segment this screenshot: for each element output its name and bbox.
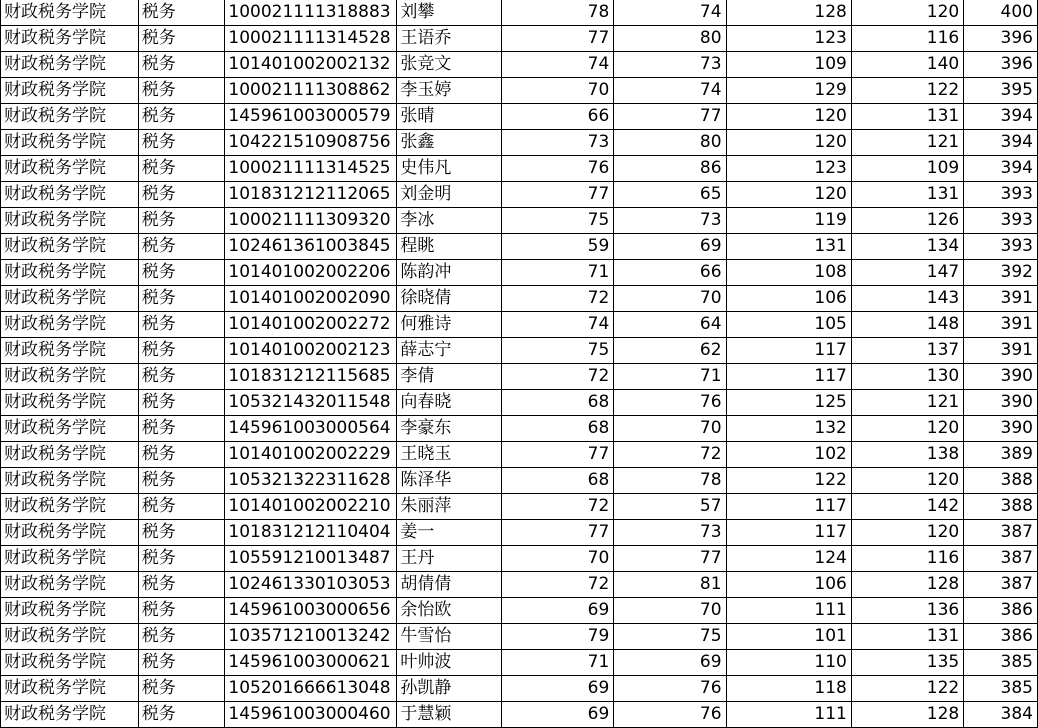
college-cell[interactable]: 财政税务学院 (1, 390, 139, 416)
subject2-score-cell[interactable]: 120 (851, 416, 963, 442)
total-score-cell[interactable]: 391 (964, 286, 1038, 312)
total-score-cell[interactable]: 396 (964, 52, 1038, 78)
major-cell[interactable]: 税务 (138, 598, 225, 624)
college-cell[interactable]: 财政税务学院 (1, 182, 139, 208)
table-row (1, 598, 1038, 624)
foreign-language-score-cell[interactable]: 65 (614, 182, 726, 208)
table-row (1, 26, 1038, 52)
name-cell[interactable]: 孙凯静 (397, 676, 502, 702)
exam-id-cell[interactable]: 145961003000656 (225, 598, 397, 624)
name-cell[interactable]: 薛志宁 (397, 338, 502, 364)
foreign-language-score-cell[interactable]: 72 (614, 442, 726, 468)
subject2-score-cell[interactable]: 130 (851, 364, 963, 390)
foreign-language-score-cell[interactable]: 76 (614, 702, 726, 728)
exam-id-cell[interactable]: 103571210013242 (225, 624, 397, 650)
politics-score-cell[interactable]: 77 (501, 182, 613, 208)
total-score-cell[interactable]: 393 (964, 234, 1038, 260)
major-cell[interactable]: 税务 (138, 572, 225, 598)
subject1-score-cell[interactable]: 131 (726, 234, 851, 260)
subject1-score-cell[interactable]: 117 (726, 520, 851, 546)
politics-score-cell[interactable]: 68 (501, 390, 613, 416)
major-cell[interactable]: 税务 (138, 364, 225, 390)
total-score-cell[interactable]: 390 (964, 390, 1038, 416)
college-cell[interactable]: 财政税务学院 (1, 52, 139, 78)
name-cell[interactable]: 王丹 (397, 546, 502, 572)
subject2-score-cell[interactable]: 116 (851, 546, 963, 572)
name-cell[interactable]: 李玉婷 (397, 78, 502, 104)
foreign-language-score-cell[interactable]: 75 (614, 624, 726, 650)
exam-id-cell[interactable]: 105201666613048 (225, 676, 397, 702)
subject1-score-cell[interactable]: 119 (726, 208, 851, 234)
name-cell[interactable]: 陈韵冲 (397, 260, 502, 286)
subject2-score-cell[interactable]: 134 (851, 234, 963, 260)
major-cell[interactable]: 税务 (138, 234, 225, 260)
foreign-language-score-cell[interactable]: 78 (614, 468, 726, 494)
college-cell[interactable]: 财政税务学院 (1, 650, 139, 676)
name-cell[interactable]: 刘金明 (397, 182, 502, 208)
table-row (1, 390, 1038, 416)
name-cell[interactable]: 姜一 (397, 520, 502, 546)
exam-id-cell[interactable]: 105591210013487 (225, 546, 397, 572)
subject1-score-cell[interactable]: 117 (726, 364, 851, 390)
total-score-cell[interactable]: 395 (964, 78, 1038, 104)
politics-score-cell[interactable]: 72 (501, 286, 613, 312)
total-score-cell[interactable]: 389 (964, 442, 1038, 468)
name-cell[interactable]: 叶帅波 (397, 650, 502, 676)
major-cell[interactable]: 税务 (138, 624, 225, 650)
major-cell[interactable]: 税务 (138, 0, 225, 26)
college-cell[interactable]: 财政税务学院 (1, 624, 139, 650)
college-cell[interactable]: 财政税务学院 (1, 676, 139, 702)
college-cell[interactable]: 财政税务学院 (1, 312, 139, 338)
major-cell[interactable]: 税务 (138, 130, 225, 156)
subject1-score-cell[interactable]: 110 (726, 650, 851, 676)
table-row (1, 416, 1038, 442)
total-score-cell[interactable]: 386 (964, 624, 1038, 650)
total-score-cell[interactable]: 391 (964, 312, 1038, 338)
major-cell[interactable]: 税务 (138, 390, 225, 416)
name-cell[interactable]: 刘攀 (397, 0, 502, 26)
politics-score-cell[interactable]: 68 (501, 416, 613, 442)
name-cell[interactable]: 朱丽萍 (397, 494, 502, 520)
name-cell[interactable]: 李豪东 (397, 416, 502, 442)
total-score-cell[interactable]: 400 (964, 0, 1038, 26)
foreign-language-score-cell[interactable]: 69 (614, 234, 726, 260)
subject1-score-cell[interactable]: 117 (726, 494, 851, 520)
college-cell[interactable]: 财政税务学院 (1, 702, 139, 728)
politics-score-cell[interactable]: 75 (501, 208, 613, 234)
foreign-language-score-cell[interactable]: 86 (614, 156, 726, 182)
subject2-score-cell[interactable]: 131 (851, 624, 963, 650)
college-cell[interactable]: 财政税务学院 (1, 338, 139, 364)
politics-score-cell[interactable]: 68 (501, 468, 613, 494)
foreign-language-score-cell[interactable]: 71 (614, 364, 726, 390)
total-score-cell[interactable]: 392 (964, 260, 1038, 286)
table-row (1, 208, 1038, 234)
foreign-language-score-cell[interactable]: 70 (614, 416, 726, 442)
subject1-score-cell[interactable]: 124 (726, 546, 851, 572)
major-cell[interactable]: 税务 (138, 104, 225, 130)
subject1-score-cell[interactable]: 101 (726, 624, 851, 650)
college-cell[interactable]: 财政税务学院 (1, 234, 139, 260)
foreign-language-score-cell[interactable]: 81 (614, 572, 726, 598)
name-cell[interactable]: 陈泽华 (397, 468, 502, 494)
name-cell[interactable]: 余怡欧 (397, 598, 502, 624)
table-body (1, 0, 1038, 728)
foreign-language-score-cell[interactable]: 73 (614, 520, 726, 546)
name-cell[interactable]: 史伟凡 (397, 156, 502, 182)
exam-id-cell[interactable]: 100021111318883 (225, 0, 397, 26)
major-cell[interactable]: 税务 (138, 650, 225, 676)
table-row (1, 338, 1038, 364)
subject1-score-cell[interactable]: 123 (726, 26, 851, 52)
name-cell[interactable]: 张竞文 (397, 52, 502, 78)
major-cell[interactable]: 税务 (138, 26, 225, 52)
foreign-language-score-cell[interactable]: 77 (614, 104, 726, 130)
college-cell[interactable]: 财政税务学院 (1, 416, 139, 442)
table-row (1, 130, 1038, 156)
politics-score-cell[interactable]: 79 (501, 624, 613, 650)
politics-score-cell[interactable]: 76 (501, 156, 613, 182)
exam-id-cell[interactable]: 101831212110404 (225, 520, 397, 546)
exam-id-cell[interactable]: 101401002002272 (225, 312, 397, 338)
college-cell[interactable]: 财政税务学院 (1, 286, 139, 312)
subject2-score-cell[interactable]: 142 (851, 494, 963, 520)
politics-score-cell[interactable]: 77 (501, 520, 613, 546)
subject1-score-cell[interactable]: 111 (726, 598, 851, 624)
college-cell[interactable]: 财政税务学院 (1, 442, 139, 468)
name-cell[interactable]: 李冰 (397, 208, 502, 234)
table-row (1, 572, 1038, 598)
major-cell[interactable]: 税务 (138, 416, 225, 442)
table-row (1, 156, 1038, 182)
subject1-score-cell[interactable]: 111 (726, 702, 851, 728)
subject2-score-cell[interactable]: 116 (851, 26, 963, 52)
subject1-score-cell[interactable]: 117 (726, 338, 851, 364)
foreign-language-score-cell[interactable]: 57 (614, 494, 726, 520)
politics-score-cell[interactable]: 77 (501, 26, 613, 52)
college-cell[interactable]: 财政税务学院 (1, 494, 139, 520)
politics-score-cell[interactable]: 69 (501, 598, 613, 624)
college-cell[interactable]: 财政税务学院 (1, 130, 139, 156)
name-cell[interactable]: 牛雪怡 (397, 624, 502, 650)
total-score-cell[interactable]: 386 (964, 598, 1038, 624)
table-row (1, 78, 1038, 104)
exam-id-cell[interactable]: 145961003000621 (225, 650, 397, 676)
subject1-score-cell[interactable]: 128 (726, 0, 851, 26)
total-score-cell[interactable]: 393 (964, 208, 1038, 234)
politics-score-cell[interactable]: 72 (501, 364, 613, 390)
major-cell[interactable]: 税务 (138, 182, 225, 208)
table-row (1, 494, 1038, 520)
subject2-score-cell[interactable]: 140 (851, 52, 963, 78)
major-cell[interactable]: 税务 (138, 338, 225, 364)
major-cell[interactable]: 税务 (138, 520, 225, 546)
exam-id-cell[interactable]: 101831212115685 (225, 364, 397, 390)
subject1-score-cell[interactable]: 109 (726, 52, 851, 78)
table-row (1, 702, 1038, 728)
college-cell[interactable]: 财政税务学院 (1, 0, 139, 26)
total-score-cell[interactable]: 393 (964, 182, 1038, 208)
total-score-cell[interactable]: 385 (964, 650, 1038, 676)
politics-score-cell[interactable]: 72 (501, 494, 613, 520)
subject1-score-cell[interactable]: 106 (726, 286, 851, 312)
subject2-score-cell[interactable]: 135 (851, 650, 963, 676)
college-cell[interactable]: 财政税务学院 (1, 26, 139, 52)
subject1-score-cell[interactable]: 120 (726, 104, 851, 130)
table-row (1, 676, 1038, 702)
exam-id-cell[interactable]: 102461330103053 (225, 572, 397, 598)
subject2-score-cell[interactable]: 120 (851, 468, 963, 494)
foreign-language-score-cell[interactable]: 69 (614, 650, 726, 676)
politics-score-cell[interactable]: 75 (501, 338, 613, 364)
exam-id-cell[interactable]: 101401002002123 (225, 338, 397, 364)
major-cell[interactable]: 税务 (138, 702, 225, 728)
total-score-cell[interactable]: 391 (964, 338, 1038, 364)
subject2-score-cell[interactable]: 120 (851, 0, 963, 26)
subject2-score-cell[interactable]: 138 (851, 442, 963, 468)
subject2-score-cell[interactable]: 131 (851, 104, 963, 130)
politics-score-cell[interactable]: 72 (501, 572, 613, 598)
table-row (1, 520, 1038, 546)
exam-id-cell[interactable]: 101401002002229 (225, 442, 397, 468)
college-cell[interactable]: 财政税务学院 (1, 104, 139, 130)
politics-score-cell[interactable]: 77 (501, 442, 613, 468)
major-cell[interactable]: 税务 (138, 286, 225, 312)
subject2-score-cell[interactable]: 121 (851, 390, 963, 416)
subject2-score-cell[interactable]: 122 (851, 78, 963, 104)
foreign-language-score-cell[interactable]: 80 (614, 130, 726, 156)
exam-id-cell[interactable]: 105321322311628 (225, 468, 397, 494)
subject2-score-cell[interactable]: 120 (851, 520, 963, 546)
total-score-cell[interactable]: 388 (964, 468, 1038, 494)
exam-id-cell[interactable]: 101401002002206 (225, 260, 397, 286)
politics-score-cell[interactable]: 71 (501, 260, 613, 286)
exam-id-cell[interactable]: 104221510908756 (225, 130, 397, 156)
total-score-cell[interactable]: 396 (964, 26, 1038, 52)
name-cell[interactable]: 向春晓 (397, 390, 502, 416)
table-row (1, 364, 1038, 390)
foreign-language-score-cell[interactable]: 62 (614, 338, 726, 364)
exam-id-cell[interactable]: 100021111314525 (225, 156, 397, 182)
exam-id-cell[interactable]: 145961003000564 (225, 416, 397, 442)
subject1-score-cell[interactable]: 125 (726, 390, 851, 416)
major-cell[interactable]: 税务 (138, 312, 225, 338)
total-score-cell[interactable]: 394 (964, 156, 1038, 182)
major-cell[interactable]: 税务 (138, 442, 225, 468)
exam-id-cell[interactable]: 105321432011548 (225, 390, 397, 416)
table-row (1, 650, 1038, 676)
college-cell[interactable]: 财政税务学院 (1, 208, 139, 234)
foreign-language-score-cell[interactable]: 74 (614, 0, 726, 26)
foreign-language-score-cell[interactable]: 64 (614, 312, 726, 338)
total-score-cell[interactable]: 385 (964, 676, 1038, 702)
college-cell[interactable]: 财政税务学院 (1, 364, 139, 390)
total-score-cell[interactable]: 384 (964, 702, 1038, 728)
table-row (1, 234, 1038, 260)
subject1-score-cell[interactable]: 118 (726, 676, 851, 702)
table-row (1, 0, 1038, 26)
subject2-score-cell[interactable]: 147 (851, 260, 963, 286)
major-cell[interactable]: 税务 (138, 208, 225, 234)
table-row (1, 442, 1038, 468)
subject2-score-cell[interactable]: 109 (851, 156, 963, 182)
subject2-score-cell[interactable]: 137 (851, 338, 963, 364)
major-cell[interactable]: 税务 (138, 468, 225, 494)
table-row (1, 468, 1038, 494)
subject1-score-cell[interactable]: 108 (726, 260, 851, 286)
exam-id-cell[interactable]: 145961003000579 (225, 104, 397, 130)
foreign-language-score-cell[interactable]: 80 (614, 26, 726, 52)
major-cell[interactable]: 税务 (138, 78, 225, 104)
total-score-cell[interactable]: 387 (964, 572, 1038, 598)
subject2-score-cell[interactable]: 126 (851, 208, 963, 234)
politics-score-cell[interactable]: 69 (501, 676, 613, 702)
exam-id-cell[interactable]: 101401002002090 (225, 286, 397, 312)
subject2-score-cell[interactable]: 143 (851, 286, 963, 312)
total-score-cell[interactable]: 390 (964, 416, 1038, 442)
subject1-score-cell[interactable]: 105 (726, 312, 851, 338)
foreign-language-score-cell[interactable]: 73 (614, 52, 726, 78)
politics-score-cell[interactable]: 74 (501, 52, 613, 78)
subject1-score-cell[interactable]: 106 (726, 572, 851, 598)
name-cell[interactable]: 王晓玉 (397, 442, 502, 468)
subject1-score-cell[interactable]: 129 (726, 78, 851, 104)
exam-id-cell[interactable]: 100021111309320 (225, 208, 397, 234)
politics-score-cell[interactable]: 66 (501, 104, 613, 130)
table-row (1, 260, 1038, 286)
total-score-cell[interactable]: 387 (964, 546, 1038, 572)
name-cell[interactable]: 胡倩倩 (397, 572, 502, 598)
foreign-language-score-cell[interactable]: 70 (614, 598, 726, 624)
foreign-language-score-cell[interactable]: 66 (614, 260, 726, 286)
exam-id-cell[interactable]: 101401002002210 (225, 494, 397, 520)
politics-score-cell[interactable]: 69 (501, 702, 613, 728)
major-cell[interactable]: 税务 (138, 52, 225, 78)
exam-id-cell[interactable]: 100021111308862 (225, 78, 397, 104)
foreign-language-score-cell[interactable]: 74 (614, 78, 726, 104)
major-cell[interactable]: 税务 (138, 676, 225, 702)
subject1-score-cell[interactable]: 120 (726, 130, 851, 156)
name-cell[interactable]: 张鑫 (397, 130, 502, 156)
subject2-score-cell[interactable]: 128 (851, 572, 963, 598)
college-cell[interactable]: 财政税务学院 (1, 468, 139, 494)
exam-id-cell[interactable]: 101401002002132 (225, 52, 397, 78)
foreign-language-score-cell[interactable]: 73 (614, 208, 726, 234)
subject1-score-cell[interactable]: 132 (726, 416, 851, 442)
exam-id-cell[interactable]: 145961003000460 (225, 702, 397, 728)
politics-score-cell[interactable]: 74 (501, 312, 613, 338)
subject2-score-cell[interactable]: 136 (851, 598, 963, 624)
politics-score-cell[interactable]: 78 (501, 0, 613, 26)
table-row (1, 312, 1038, 338)
table-row (1, 546, 1038, 572)
major-cell[interactable]: 税务 (138, 494, 225, 520)
politics-score-cell[interactable]: 71 (501, 650, 613, 676)
politics-score-cell[interactable]: 70 (501, 546, 613, 572)
subject1-score-cell[interactable]: 123 (726, 156, 851, 182)
subject2-score-cell[interactable]: 131 (851, 182, 963, 208)
subject1-score-cell[interactable]: 120 (726, 182, 851, 208)
college-cell[interactable]: 财政税务学院 (1, 78, 139, 104)
table-row (1, 624, 1038, 650)
politics-score-cell[interactable]: 59 (501, 234, 613, 260)
total-score-cell[interactable]: 388 (964, 494, 1038, 520)
college-cell[interactable]: 财政税务学院 (1, 546, 139, 572)
name-cell[interactable]: 于慧颖 (397, 702, 502, 728)
major-cell[interactable]: 税务 (138, 156, 225, 182)
major-cell[interactable]: 税务 (138, 260, 225, 286)
foreign-language-score-cell[interactable]: 76 (614, 390, 726, 416)
major-cell[interactable]: 税务 (138, 546, 225, 572)
name-cell[interactable]: 程眺 (397, 234, 502, 260)
total-score-cell[interactable]: 394 (964, 104, 1038, 130)
name-cell[interactable]: 张晴 (397, 104, 502, 130)
college-cell[interactable]: 财政税务学院 (1, 520, 139, 546)
subject2-score-cell[interactable]: 121 (851, 130, 963, 156)
table-row (1, 286, 1038, 312)
name-cell[interactable]: 徐晓倩 (397, 286, 502, 312)
foreign-language-score-cell[interactable]: 77 (614, 546, 726, 572)
exam-id-cell[interactable]: 100021111314528 (225, 26, 397, 52)
subject2-score-cell[interactable]: 148 (851, 312, 963, 338)
exam-id-cell[interactable]: 101831212112065 (225, 182, 397, 208)
foreign-language-score-cell[interactable]: 76 (614, 676, 726, 702)
table-row (1, 182, 1038, 208)
total-score-cell[interactable]: 387 (964, 520, 1038, 546)
total-score-cell[interactable]: 390 (964, 364, 1038, 390)
subject1-score-cell[interactable]: 122 (726, 468, 851, 494)
subject1-score-cell[interactable]: 102 (726, 442, 851, 468)
college-cell[interactable]: 财政税务学院 (1, 260, 139, 286)
name-cell[interactable]: 王语乔 (397, 26, 502, 52)
college-cell[interactable]: 财政税务学院 (1, 598, 139, 624)
college-cell[interactable]: 财政税务学院 (1, 156, 139, 182)
subject2-score-cell[interactable]: 122 (851, 676, 963, 702)
college-cell[interactable]: 财政税务学院 (1, 572, 139, 598)
foreign-language-score-cell[interactable]: 70 (614, 286, 726, 312)
politics-score-cell[interactable]: 70 (501, 78, 613, 104)
table-row (1, 52, 1038, 78)
name-cell[interactable]: 何雅诗 (397, 312, 502, 338)
name-cell[interactable]: 李倩 (397, 364, 502, 390)
total-score-cell[interactable]: 394 (964, 130, 1038, 156)
subject2-score-cell[interactable]: 128 (851, 702, 963, 728)
exam-id-cell[interactable]: 102461361003845 (225, 234, 397, 260)
politics-score-cell[interactable]: 73 (501, 130, 613, 156)
table-row (1, 104, 1038, 130)
